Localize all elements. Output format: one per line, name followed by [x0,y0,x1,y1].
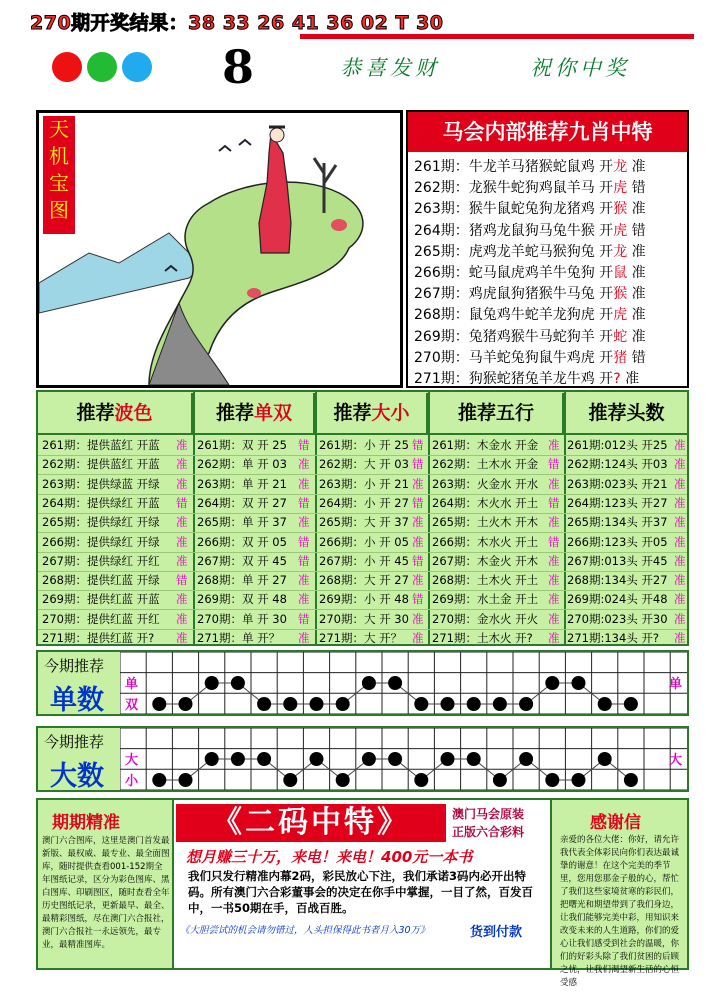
big-small-row: 263期：小 开 21 [319,476,409,491]
big-small-row: 269期：小 开 48 [319,592,409,607]
trend-dot [257,697,271,711]
result-mark: 准 [674,611,686,626]
head-number-row: 266期:123头 开05 [567,534,668,549]
five-element-row: 262期：土木水 开金 [432,457,539,472]
result-mark: 准 [176,457,188,472]
trend-dot [388,752,402,766]
result-mark: 准 [176,438,188,452]
head-number-row: 271期:134头 开? [567,631,660,645]
odd-even-row: 264期：双 开 27 [197,495,287,510]
odd-even-row: 268期：单 开 27 [197,573,287,588]
result-mark: 准 [298,476,310,491]
result-mark: 准 [548,515,560,530]
big-trend-chart [120,728,687,790]
result-mark: 准 [674,553,686,568]
issue-number: 8 [222,40,255,94]
result-mark: 准 [176,476,188,491]
head-number-row: 269期:024头 开48 [567,592,668,607]
trend-dot [519,752,533,766]
thanks-letter-title: 感谢信 [590,813,641,833]
head-number-row: 261期:012头 开25 [567,438,668,452]
trend-dot [519,697,533,711]
center-ad-body: 我们只发行精准内幕2码，彩民放心下注，我们承诺3码内必开出特码。所有澳门六合彩董事会的决定在你手中掌握，一目了然，百发百中，一书50期在手，百战百胜。 [188,869,533,915]
trend-bottom-tag: 双 [125,698,139,713]
map-title-char: 宝 [49,171,69,195]
trend-top-tag: 大 [125,753,139,768]
result-mark: 准 [176,515,188,530]
trend-dot [624,773,638,787]
big-small-row: 264期：小 开 27 [319,495,409,510]
result-mark: 准 [674,534,686,549]
result-mark: 准 [412,534,424,549]
result-mark: 准 [548,611,560,626]
result-mark: 错 [298,495,310,510]
result-mark: 准 [674,457,686,472]
trend-dot [205,676,219,690]
result-mark: 准 [674,515,686,530]
result-mark: 准 [298,592,310,607]
treasure-map-illustration [39,113,400,385]
trend-dot [310,752,324,766]
lottery-result-line: 270期开奖结果：38 33 26 41 36 02 T 30 [30,12,444,34]
result-mark: 准 [674,573,686,588]
five-element-row: 263期：火金水 开水 [432,476,539,491]
map-title-char: 机 [49,144,69,168]
five-element-row: 271期：土木火 开? [432,631,533,645]
column-head-head-number: 推荐头数 [588,402,665,424]
trend-dot [336,697,350,711]
odd-trend-pick: 单数 [50,685,104,716]
trend-dot [179,773,193,787]
head-number-row: 267期:013头 开45 [567,553,668,568]
result-mark: 错 [298,438,310,452]
trend-dot [598,752,612,766]
odd-even-row: 271期：单 开？ [197,631,281,645]
trend-dot [441,752,455,766]
result-mark: 错 [412,495,424,510]
trend-top-tag: 单 [125,677,139,692]
head-number-row: 263期:023头 开21 [567,476,668,491]
column-head-wave: 推荐波色 [38,393,193,433]
head-number-row: 270期:023头 开30 [567,611,668,626]
odd-even-row: 266期：双 开 05 [197,534,287,549]
result-mark: 准 [176,592,188,607]
result-mark: 准 [674,438,686,452]
result-mark: 错 [176,495,188,510]
trend-dot [493,773,507,787]
trend-dot [598,697,612,711]
big-trend-caption: 今期推荐 [44,733,105,751]
column-head-big-small: 推荐大小 [317,393,428,433]
five-element-row: 268期：土木火 开土 [432,573,539,588]
result-mark: 错 [298,611,310,626]
map-title-char: 天 [49,117,69,141]
trend-dot [231,676,245,690]
trend-dot [545,676,559,690]
big-small-row: 265期：大 开 37 [319,515,409,530]
head-number-row: 268期:134头 开27 [567,573,668,588]
result-mark: 准 [674,495,686,510]
trend-dot [283,697,297,711]
trend-dot [467,752,481,766]
big-small-row: 267期：小 开 45 [319,553,409,568]
trend-bottom-tag: 小 [125,774,139,789]
result-mark: 准 [548,476,560,491]
trend-dot [152,773,166,787]
slogan-right: 祝你中奖 [530,56,630,80]
odd-trend-caption: 今期推荐 [44,657,105,675]
result-mark: 准 [412,515,424,530]
result-mark: 错 [298,534,310,549]
five-element-row: 261期：木金水 开金 [432,438,539,452]
center-ad-sub2: 正版六合彩料 [452,825,525,839]
five-element-row: 267期：木金火 开木 [432,553,539,568]
odd-even-row: 262期：单 开 03 [197,457,287,472]
result-mark: 错 [298,553,310,568]
wave-row: 267期：提供绿红 开红 [42,553,160,568]
wave-row: 264期：提供绿红 开蓝 [42,495,160,510]
result-mark: 准 [176,553,188,568]
trend-end-tag: 单 [669,677,683,692]
nine-zodiac-row: 270期：马羊蛇兔狗鼠牛鸡虎 开猪 错 [414,349,646,366]
trend-dot [205,752,219,766]
trend-dot [572,773,586,787]
trend-dot [257,752,271,766]
nine-zodiac-row: 268期：鼠兔鸡牛蛇羊龙狗虎 开虎 准 [414,307,646,324]
big-small-row: 268期：大 开 27 [319,573,409,588]
trend-dot [441,697,455,711]
trend-dot [231,752,245,766]
result-mark: 错 [412,553,424,568]
slogan-left: 恭喜发财 [340,56,440,80]
head-number-row: 264期:123头 开27 [567,495,668,510]
nine-zodiac-row: 264期：猪鸡龙鼠狗马兔牛猴 开虎 错 [414,222,646,239]
treasure-map-title [43,116,75,234]
trend-dot [467,697,481,711]
center-ad-sub1: 澳门马会原装 [452,807,525,821]
wave-row: 271期：提供红蓝 开? [42,631,155,645]
result-mark: 准 [412,476,424,491]
center-ad-note: 《大胆尝试的机会请勿错过，人头担保得此书者月入30万》 [180,925,430,936]
result-mark: 准 [548,631,560,645]
wave-row: 269期：提供红蓝 开蓝 [42,592,160,607]
trend-dot [310,697,324,711]
result-mark: 准 [176,534,188,549]
trend-dot [624,697,638,711]
wave-row: 268期：提供红蓝 开绿 [42,573,160,588]
wave-row: 266期：提供绿红 开绿 [42,534,160,549]
treasure-map-panel [36,110,403,388]
left-ad-text: 澳门六合图库，这里是澳门首发最新版、最权威、最专业、最全面图库，随时提供查看001-152期全年图纸记录，区分为彩色图库、黑白图库、印刷图区，随时查看全年历史图纸记录，更新最早、最全、最精彩图纸，尽在澳门六合报社，澳门六合报社一永远领先，最专业，最精准图库。 [42,836,170,950]
result-mark: 准 [548,573,560,588]
five-element-row: 269期：水土金 开土 [432,592,539,607]
odd-trend-chart [120,652,687,714]
odd-even-row: 265期：单 开 37 [197,515,287,530]
result-mark: 错 [412,592,424,607]
nine-zodiac-row: 269期：兔猪鸡猴牛马蛇狗羊 开蛇 准 [414,328,646,345]
trend-dot [545,773,559,787]
trend-dot [362,752,376,766]
nine-zodiac-row: 262期：龙猴牛蛇狗鸡鼠羊马 开虎 错 [414,180,646,197]
result-mark: 错 [412,457,424,472]
result-mark: 准 [412,573,424,588]
result-mark: 准 [412,631,424,645]
nine-zodiac-row: 271期：狗猴蛇猪兔羊龙牛鸡 开? 准 [414,371,640,387]
nine-zodiac-row: 266期：蛇马鼠虎鸡羊牛兔狗 开鼠 准 [414,265,646,281]
trend-dot [152,697,166,711]
trend-dot [362,676,376,690]
big-trend-label [38,728,120,790]
header-divider [300,34,694,39]
center-ad-slogan: 想月赚三十万，来电！来电！400元一本书 [186,848,473,866]
trend-dot [414,773,428,787]
nine-zodiac-row: 263期：猴牛鼠蛇兔狗龙猪鸡 开猴 准 [414,201,646,218]
result-mark: 准 [548,592,560,607]
odd-trend-label [38,652,120,714]
wave-row: 262期：提供蓝红 开蓝 [42,457,160,472]
odd-even-row: 269期：双 开 48 [197,592,287,607]
result-mark: 准 [548,553,560,568]
result-mark: 错 [548,495,560,510]
big-small-row: 270期：大 开 30 [319,611,409,626]
trend-dot [388,676,402,690]
five-element-row: 264期：木火水 开土 [432,495,539,510]
result-mark: 准 [176,611,188,626]
result-mark: 准 [298,515,310,530]
odd-even-row: 261期：双 开 25 [197,438,287,452]
trend-dot [572,676,586,690]
result-mark: 错 [412,438,424,452]
result-mark: 准 [674,631,686,645]
big-trend-pick: 大数 [50,761,104,792]
result-mark: 准 [674,592,686,607]
big-small-row: 261期：小 开 25 [319,438,409,452]
five-element-row: 270期：金水火 开火 [432,611,539,626]
column-head-five-elements: 推荐五行 [430,393,564,433]
nine-zodiac-row: 261期：牛龙羊马猪猴蛇鼠鸡 开龙 准 [414,159,646,175]
trend-dot [336,773,350,787]
thanks-letter-text: 亲爱的各位大佬：你好，请允许我代表全体彩民向你们表达最诚挚的谢意！在这个完美的季节里，您用您那金子般的心，帮忙了我们这些家境贫寒的彩民们，把曙光和期望带到了我们身边，让我们能够完美中彩，用知识来改变未来的人生道路，你们的爱心让我们感受到社会的温暖，你们的好彩头除了我们贫困的后顾之忧，让我们渴望新生活的心恒受感 [560,835,680,988]
big-small-row: 266期：小 开 05 [319,534,409,549]
wave-row: 263期：提供绿蓝 开绿 [42,476,160,491]
trend-dot [414,697,428,711]
result-mark: 错 [548,534,560,549]
result-mark: 错 [176,573,188,588]
head-number-row: 265期:134头 开37 [567,515,668,530]
red-ball-icon [52,52,82,82]
result-mark: 准 [548,438,560,452]
wave-row: 265期：提供绿红 开绿 [42,515,160,530]
head-number-row: 262期:124头 开03 [567,457,668,472]
wave-row: 261期：提供蓝红 开蓝 [42,438,160,452]
cash-on-delivery-label: 货到付款 [470,925,523,940]
result-mark: 准 [298,573,310,588]
big-small-row: 271期：大 开？ [319,631,403,645]
odd-even-row: 263期：单 开 21 [197,476,287,491]
trend-dot [493,697,507,711]
blue-ball-icon [122,52,152,82]
grid-header-divider [38,433,687,435]
column-head-odd-even: 推荐单双 [195,393,315,433]
nine-zodiac-row: 265期：虎鸡龙羊蛇马猴狗兔 开龙 准 [414,243,646,260]
wave-row: 270期：提供红蓝 开红 [42,611,160,626]
result-mark: 准 [298,457,310,472]
trend-dot [179,697,193,711]
five-element-row: 265期：土火木 开木 [432,515,539,530]
nine-zodiac-title: 马会内部推荐九肖中特 [408,112,687,152]
big-small-row: 262期：大 开 03 [319,457,409,472]
nine-zodiac-row: 267期：鸡虎鼠狗猪猴牛马兔 开猴 准 [414,286,646,303]
odd-even-row: 270期：单 开 30 [197,611,287,626]
odd-even-row: 267期：双 开 45 [197,553,287,568]
trend-end-tag: 大 [669,753,683,768]
result-mark: 准 [298,631,310,645]
result-mark: 错 [548,457,560,472]
map-title-char: 图 [49,198,69,222]
result-mark: 准 [674,476,686,491]
green-ball-icon [87,52,117,82]
result-mark: 准 [176,631,188,645]
left-ad-title: 期期精准 [52,813,120,833]
center-ad-title: 《二码中特》 [176,804,446,842]
result-mark: 准 [412,611,424,626]
trend-dot [283,773,297,787]
five-element-row: 266期：木水火 开土 [432,534,539,549]
